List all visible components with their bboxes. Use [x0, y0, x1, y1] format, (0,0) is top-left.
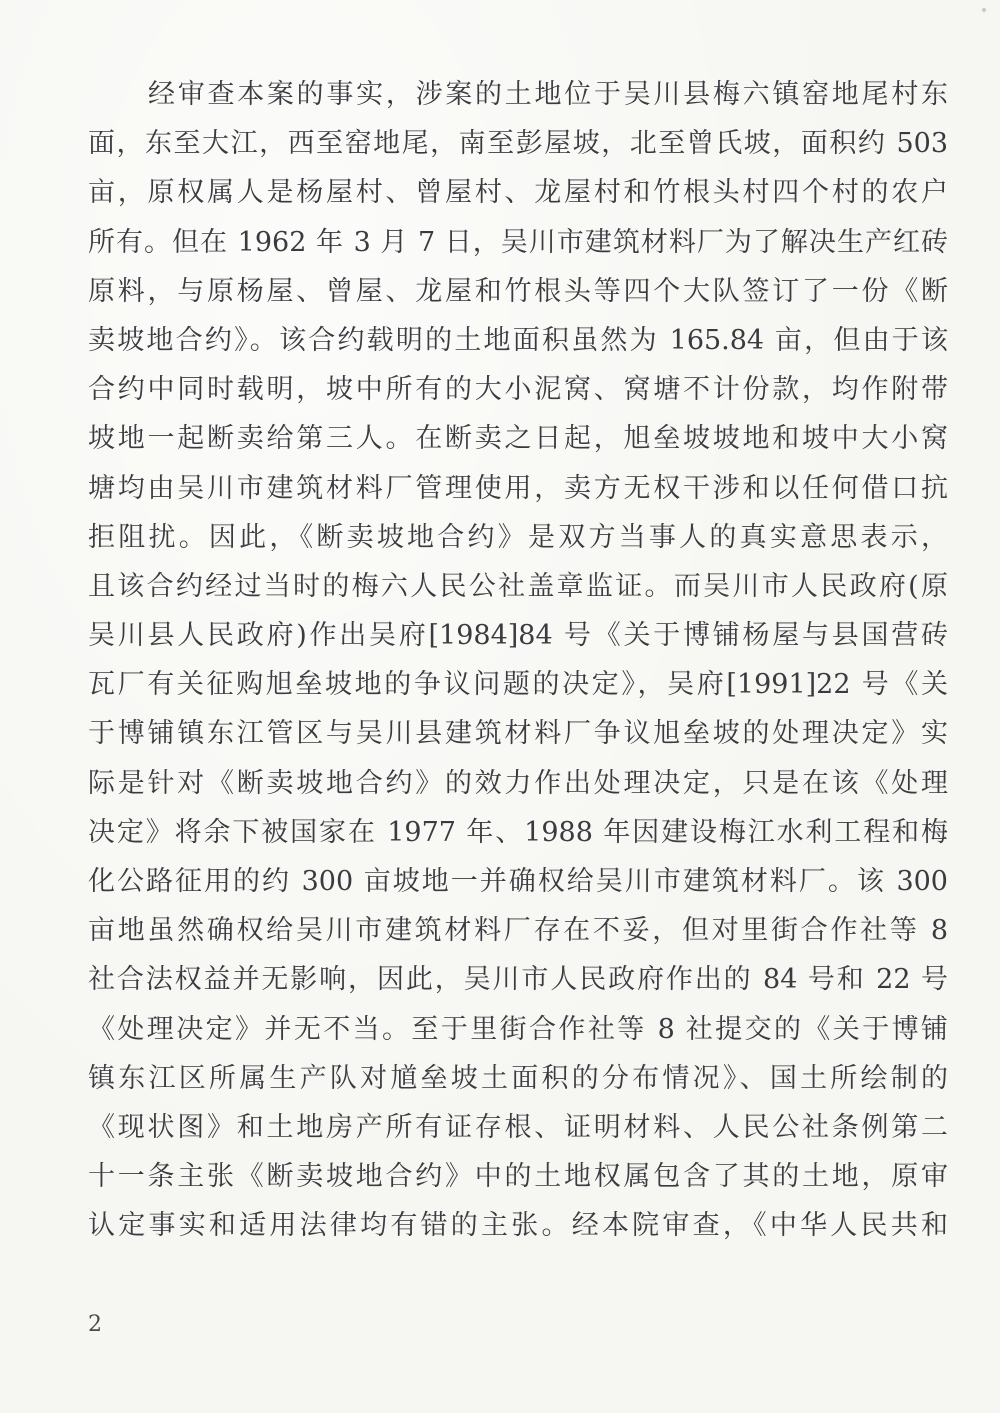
- text-line: 且该合约经过当时的梅六人民公社盖章监证。而吴川市人民政府(原: [88, 570, 948, 602]
- text-line: 化公路征用的约 300 亩坡地一并确权给吴川市建筑材料厂。该 300: [88, 866, 948, 897]
- page-number: 2: [88, 1312, 102, 1337]
- text-line: 坡地一起断卖给第三人。在断卖之日起，旭垒坡坡地和坡中大小窝: [88, 423, 948, 455]
- text-line: 认定事实和适用法律均有错的主张。经本院审查，《中华人民共和: [88, 1210, 948, 1242]
- scan-speck: [982, 8, 986, 12]
- text-line: 原料，与原杨屋、曾屋、龙屋和竹根头等四个大队签订了一份《断: [88, 275, 948, 307]
- text-line: 亩地虽然确权给吴川市建筑材料厂存在不妥，但对里街合作社等 8: [88, 915, 948, 947]
- text-line: 亩，原权属人是杨屋村、曾屋村、龙屋村和竹根头村四个村的农户: [88, 177, 948, 209]
- text-line: 《处理决定》并无不当。至于里街合作社等 8 社提交的《关于博铺: [88, 1013, 948, 1045]
- text-line: 拒阻扰。因此，《断卖坡地合约》是双方当事人的真实意思表示，: [88, 521, 948, 553]
- text-line: 面，东至大江，西至窑地尾，南至彭屋坡，北至曾氏坡，面积约 503: [88, 128, 948, 160]
- text-line: 所有。但在 1962 年 3 月 7 日，吴川市建筑材料厂为了解决生产红砖: [88, 226, 948, 258]
- text-line: 塘均由吴川市建筑材料厂管理使用，卖方无权干涉和以任何借口抗: [88, 472, 948, 504]
- text-line: 卖坡地合约》。该合约载明的土地面积虽然为 165.84 亩，但由于该: [88, 324, 948, 356]
- text-line: 决定》将余下被国家在 1977 年、1988 年因建设梅江水利工程和梅: [88, 816, 948, 848]
- text-line: 社合法权益并无影响，因此，吴川市人民政府作出的 84 号和 22 号: [88, 964, 948, 996]
- body-text: [88, 70, 948, 1251]
- text-line: 经审查本案的事实，涉案的土地位于吴川县梅六镇窑地尾村东: [148, 79, 948, 110]
- text-line: 镇东江区所属生产队对馗垒坡土面积的分布情况》、国土所绘制的: [88, 1062, 948, 1094]
- text-line: 合约中同时载明，坡中所有的大小泥窝、窝塘不计份款，均作附带: [88, 374, 948, 406]
- text-line: 际是针对《断卖坡地合约》的效力作出处理决定，只是在该《处理: [88, 767, 948, 799]
- text-line: 瓦厂有关征购旭垒坡地的争议问题的决定》，吴府[1991]22 号《关: [88, 669, 948, 701]
- text-line: 于博铺镇东江管区与吴川县建筑材料厂争议旭垒坡的处理决定》实: [88, 718, 948, 750]
- text-line: 吴川县人民政府)作出吴府[1984]84 号《关于博铺杨屋与县国营砖: [88, 620, 948, 652]
- text-line: 十一条主张《断卖坡地合约》中的土地权属包含了其的土地，原审: [88, 1161, 948, 1193]
- text-line: 《现状图》和土地房产所有证存根、证明材料、人民公社条例第二: [88, 1111, 948, 1143]
